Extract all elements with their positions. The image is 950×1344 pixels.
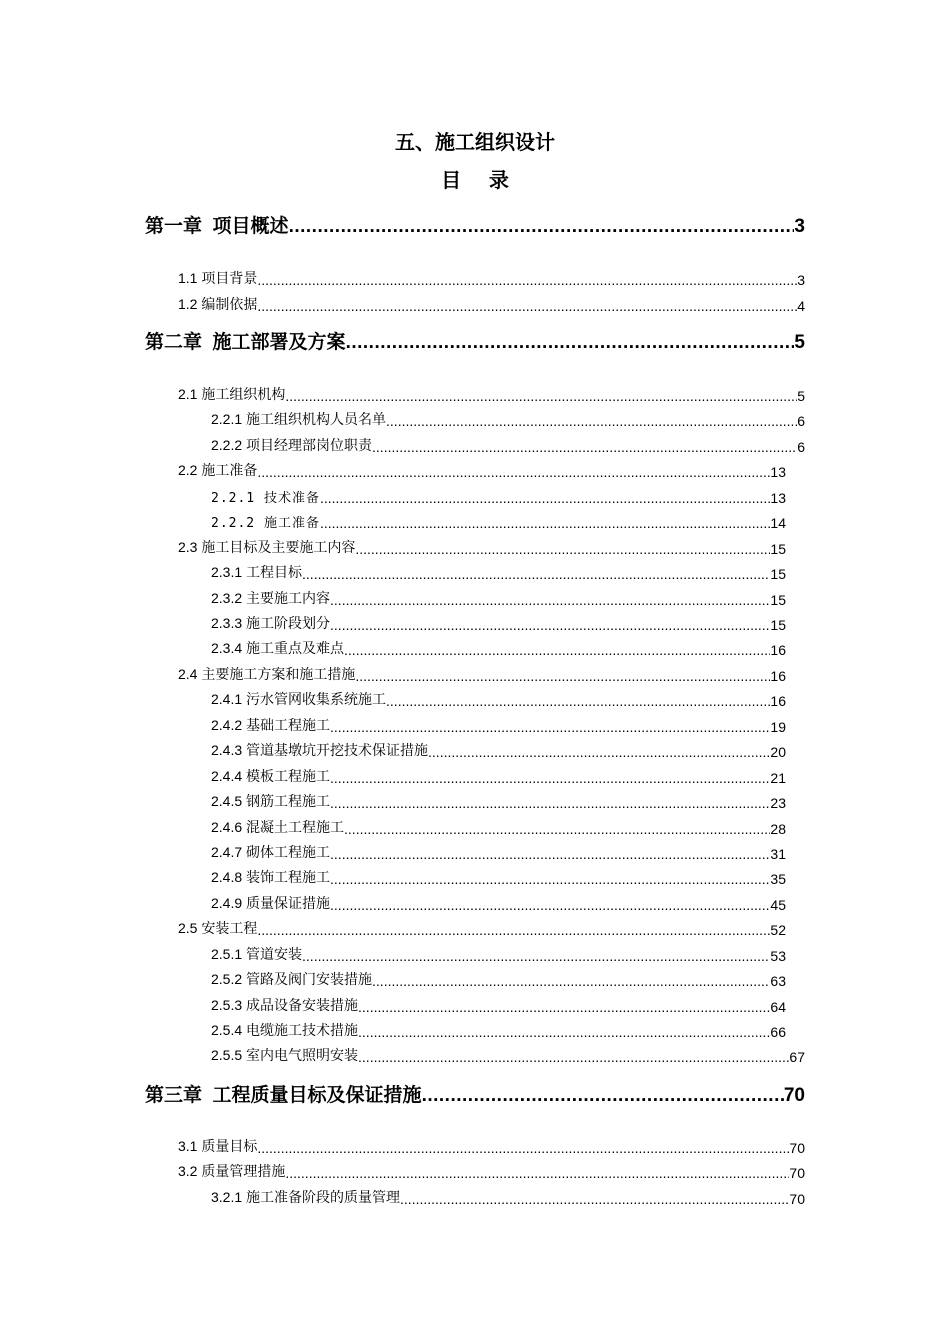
toc-leader — [330, 770, 770, 786]
toc-page-number: 19 — [770, 719, 786, 735]
toc-label: 第三章 工程质量目标及保证措施 — [145, 1085, 422, 1106]
toc-label: 2.4.8 装饰工程施工 — [211, 869, 331, 885]
toc-label: 2.3.1 工程目标 — [211, 564, 303, 580]
toc-label: 1.1 项目背景 — [178, 270, 258, 286]
toc-leader — [330, 795, 770, 811]
toc-leader — [358, 999, 770, 1015]
toc-subsection[interactable] — [211, 819, 786, 837]
toc-page-number: 13 — [770, 464, 786, 480]
toc-label: 2.4.1 污水管网收集系统施工 — [211, 691, 387, 707]
toc-leader — [358, 1024, 770, 1040]
toc-label: 2.5.4 电缆施工技术措施 — [211, 1022, 359, 1038]
toc-label: 2.2.2 施工准备 — [211, 516, 320, 531]
toc-leader — [302, 948, 770, 964]
toc-page-number: 23 — [770, 795, 786, 811]
toc-leader — [320, 490, 770, 506]
toc-page-number: 3 — [794, 216, 805, 237]
toc-subsection[interactable] — [211, 1047, 805, 1065]
toc-subsection[interactable] — [211, 869, 786, 887]
toc-section[interactable] — [178, 386, 805, 404]
toc-section[interactable] — [178, 296, 805, 314]
toc-section[interactable] — [178, 920, 786, 938]
toc-leader — [400, 1191, 789, 1207]
toc-label: 2.4.3 管道基墩坑开挖技术保证措施 — [211, 742, 429, 758]
toc-page-number: 15 — [770, 541, 786, 557]
toc-subsection[interactable] — [211, 1022, 786, 1040]
toc-label: 2.3.4 施工重点及难点 — [211, 640, 345, 656]
toc-subsection[interactable] — [211, 997, 786, 1015]
toc-page-number: 35 — [770, 871, 786, 887]
toc-subsection[interactable] — [211, 768, 786, 786]
toc-leader — [330, 846, 770, 862]
toc-leader — [330, 617, 770, 633]
toc-subsection[interactable] — [211, 717, 786, 735]
toc-section[interactable] — [178, 462, 786, 480]
document-title: 五、施工组织设计 — [395, 130, 555, 154]
toc-subsection[interactable] — [211, 793, 786, 811]
toc-page-number: 15 — [770, 617, 786, 633]
toc-leader — [372, 973, 770, 989]
toc-label: 2.2 施工准备 — [178, 462, 258, 478]
toc-page-number: 66 — [770, 1024, 786, 1040]
toc-page-number: 3 — [797, 272, 805, 288]
toc-page-number: 6 — [797, 439, 805, 455]
toc-page-number: 70 — [789, 1140, 805, 1156]
toc-leader — [358, 1049, 789, 1065]
toc-subsection[interactable] — [211, 564, 786, 582]
toc-page-number: 16 — [770, 668, 786, 684]
toc-page-number: 16 — [770, 693, 786, 709]
toc-leader — [344, 821, 770, 837]
toc-leader — [372, 439, 797, 455]
toc-subsection[interactable] — [211, 513, 786, 531]
toc-page-number: 6 — [797, 413, 805, 429]
toc-page-number: 15 — [770, 592, 786, 608]
toc-label: 2.5.2 管路及阀门安装措施 — [211, 971, 373, 987]
toc-page-number: 15 — [770, 566, 786, 582]
toc-leader — [346, 332, 795, 354]
toc-subsection[interactable] — [211, 488, 786, 506]
toc-leader — [257, 298, 797, 314]
toc-page-number: 4 — [797, 298, 805, 314]
toc-label: 2.4.9 质量保证措施 — [211, 895, 331, 911]
toc-label: 第一章 项目概述 — [145, 216, 289, 237]
toc-subsection[interactable] — [211, 691, 786, 709]
toc-leader — [285, 388, 797, 404]
toc-page-number: 14 — [770, 515, 786, 531]
toc-label: 2.3.2 主要施工内容 — [211, 590, 331, 606]
toc-leader — [422, 1085, 784, 1107]
toc-chapter[interactable] — [145, 1083, 805, 1107]
toc-label: 3.2.1 施工准备阶段的质量管理 — [211, 1189, 401, 1205]
toc-subsection[interactable] — [211, 1189, 805, 1207]
toc-chapter[interactable] — [145, 214, 805, 238]
toc-leader — [344, 642, 770, 658]
toc-leader — [330, 871, 770, 887]
toc-label: 2.3.3 施工阶段划分 — [211, 615, 331, 631]
toc-label: 2.5 安装工程 — [178, 920, 258, 936]
toc-heading: 目 录 — [441, 168, 509, 192]
toc-label: 2.4.2 基础工程施工 — [211, 717, 331, 733]
toc-page-number: 16 — [770, 642, 786, 658]
toc-label: 2.2.1 施工组织机构人员名单 — [211, 411, 387, 427]
toc-subsection[interactable] — [211, 971, 786, 989]
toc-leader — [289, 216, 795, 238]
toc-subsection[interactable] — [211, 946, 786, 964]
toc-label: 2.5.5 室内电气照明安装 — [211, 1047, 359, 1063]
toc-label: 2.4.4 模板工程施工 — [211, 768, 331, 784]
toc-label: 2.5.3 成品设备安装措施 — [211, 997, 359, 1013]
toc-label: 3.2 质量管理措施 — [178, 1163, 286, 1179]
toc-subsection[interactable] — [211, 844, 786, 862]
toc-page-number: 13 — [770, 490, 786, 506]
toc-label: 2.3 施工目标及主要施工内容 — [178, 539, 356, 555]
toc-leader — [428, 744, 770, 760]
toc-label: 3.1 质量目标 — [178, 1138, 258, 1154]
toc-leader — [330, 592, 770, 608]
toc-page-number: 53 — [770, 948, 786, 964]
toc-leader — [386, 413, 797, 429]
toc-leader — [257, 922, 770, 938]
toc-page-number: 64 — [770, 999, 786, 1015]
toc-leader — [330, 897, 770, 913]
toc-subsection[interactable] — [211, 615, 786, 633]
toc-section[interactable] — [178, 1163, 805, 1181]
toc-label: 2.1 施工组织机构 — [178, 386, 286, 402]
toc-label: 2.2.1 技术准备 — [211, 491, 320, 506]
toc-leader — [320, 515, 770, 531]
toc-label: 2.4.6 混凝土工程施工 — [211, 819, 345, 835]
toc-section[interactable] — [178, 539, 786, 557]
toc-page-number: 52 — [770, 922, 786, 938]
toc-page-number: 70 — [789, 1191, 805, 1207]
toc-subsection[interactable] — [211, 742, 786, 760]
toc-page-number: 63 — [770, 973, 786, 989]
toc-page-number: 70 — [783, 1085, 805, 1106]
toc-page-number: 28 — [770, 821, 786, 837]
toc-leader — [386, 693, 770, 709]
toc-label: 2.2.2 项目经理部岗位职责 — [211, 437, 373, 453]
toc-leader — [355, 668, 770, 684]
toc-page-number: 5 — [797, 388, 805, 404]
toc-chapter[interactable] — [145, 330, 805, 354]
toc-label: 2.4 主要施工方案和施工措施 — [178, 666, 356, 682]
toc-subsection[interactable] — [211, 895, 786, 913]
toc-label: 1.2 编制依据 — [178, 296, 258, 312]
toc-leader — [330, 719, 770, 735]
toc-leader — [285, 1165, 789, 1181]
toc-page-number: 5 — [794, 332, 805, 353]
toc-section[interactable] — [178, 666, 786, 684]
toc-leader — [257, 272, 797, 288]
toc-label: 第二章 施工部署及方案 — [145, 332, 346, 353]
toc-page-number: 21 — [770, 770, 786, 786]
toc-page-number: 31 — [770, 846, 786, 862]
toc-leader — [257, 464, 770, 480]
toc-leader — [302, 566, 770, 582]
toc-subsection[interactable] — [211, 411, 805, 429]
toc-leader — [257, 1140, 789, 1156]
toc-subsection[interactable] — [211, 640, 786, 658]
toc-page-number: 70 — [789, 1165, 805, 1181]
toc-page-number: 67 — [789, 1049, 805, 1065]
toc-section[interactable] — [178, 1138, 805, 1156]
toc-subsection[interactable] — [211, 590, 786, 608]
toc-page-number: 45 — [770, 897, 786, 913]
toc-label: 2.5.1 管道安装 — [211, 946, 303, 962]
toc-page-number: 20 — [770, 744, 786, 760]
toc-section[interactable] — [178, 270, 805, 288]
toc-subsection[interactable] — [211, 437, 805, 455]
toc-leader — [355, 541, 770, 557]
toc-label: 2.4.5 钢筋工程施工 — [211, 793, 331, 809]
toc-label: 2.4.7 砌体工程施工 — [211, 844, 331, 860]
